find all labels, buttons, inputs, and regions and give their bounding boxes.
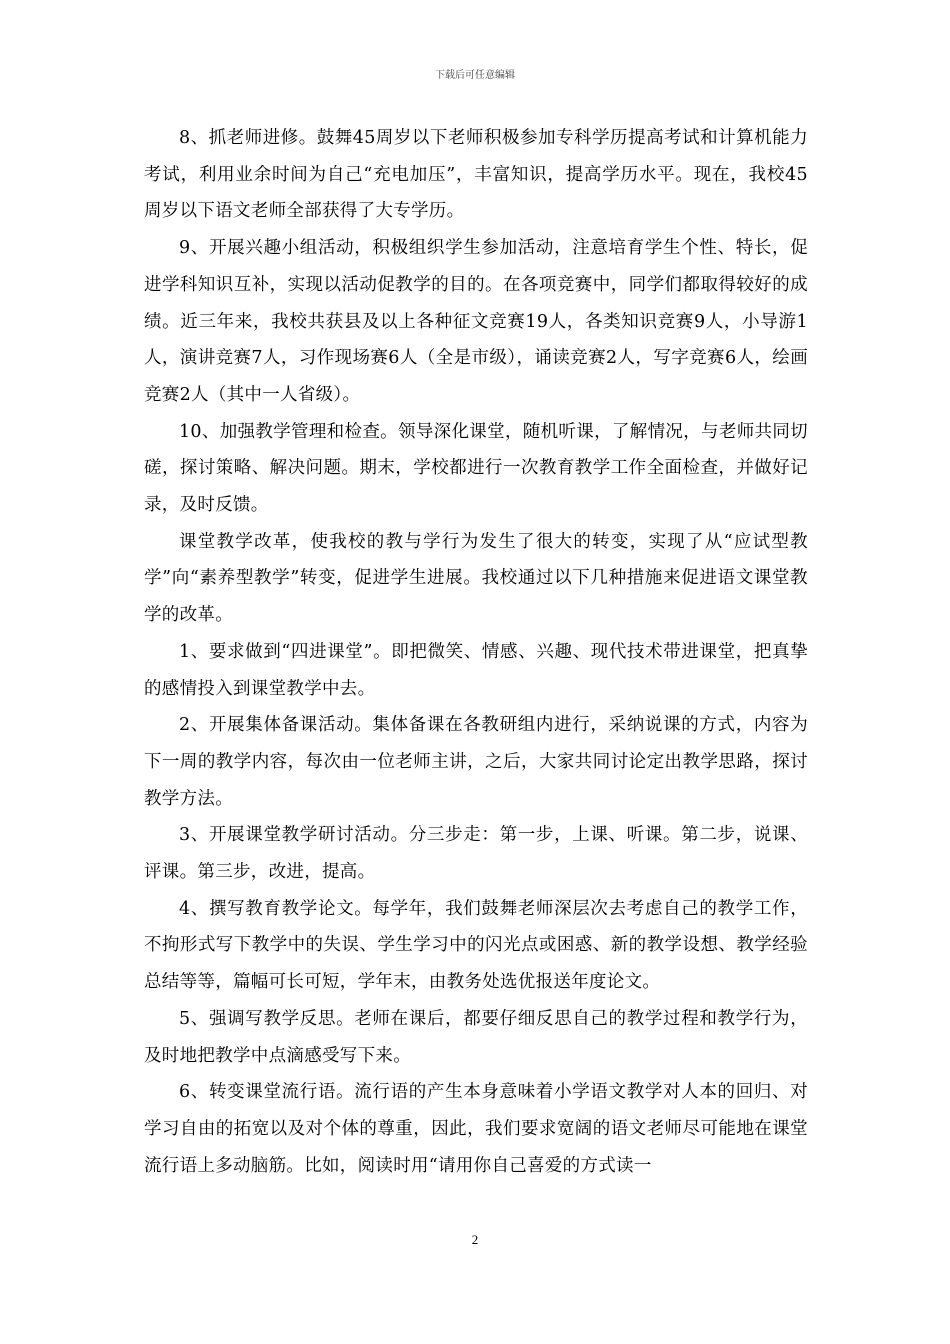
paragraph-measure-3: 3、开展课堂教学研讨活动。分三步走：第一步，上课、听课。第二步，说课、评课。第三步，改进，提高。 <box>144 825 808 883</box>
paragraph-item-10: 10、加强教学管理和检查。领导深化课堂，随机听课，了解情况，与老师共同切磋，探讨策略、解决问题。期末，学校都进行一次教育教学工作全面检查，并做好记录，及时反馈。 <box>144 421 808 516</box>
paragraph-item-9: 9、开展兴趣小组活动，积极组织学生参加活动，注意培育学生个性、特长，促进学科知识互补，实现以活动促教学的目的。在各项竞赛中，同学们都取得较好的成绩。近三年来，我校共获县及以上各种征文竞赛19人，各类知识竞赛9人，小导游1人，演讲竞赛7人，习作现场赛6人（全是市级），诵读竞赛2人，写字竞赛6人，绘画竞赛2人（其中一人省级）。 <box>144 238 808 405</box>
paragraph-classroom-reform: 课堂教学改革，使我校的教与学行为发生了很大的转变，实现了从“应试型教学”向“素养型教学”转变，促进学生进展。我校通过以下几种措施来促进语文课堂教学的改革。 <box>144 531 808 626</box>
paragraph-measure-5: 5、强调写教学反思。老师在课后，都要仔细反思自己的教学过程和教学行为，及时地把教学中点滴感受写下来。 <box>144 1008 808 1066</box>
paragraph-item-8: 8、抓老师进修。鼓舞45周岁以下老师积极参加专科学历提高考试和计算机能力考试，利用业余时间为自己“充电加压”，丰富知识，提高学历水平。现在，我校45周岁以下语文老师全部获得了大专学历。 <box>144 128 808 222</box>
paragraph-measure-4: 4、撰写教育教学论文。每学年，我们鼓舞老师深层次去考虑自己的教学工作，不拘形式写下教学中的失误、学生学习中的闪光点或困惑、新的教学设想、教学经验总结等等，篇幅可长可短，学年末，由教务处选优报送年度论文。 <box>144 898 808 993</box>
page-number: 2 <box>471 1232 479 1247</box>
paragraph-measure-2: 2、开展集体备课活动。集体备课在各教研组内进行，采纳说课的方式，内容为下一周的教学内容，每次由一位老师主讲，之后，大家共同讨论定出教学思路，探讨教学方法。 <box>144 715 808 809</box>
paragraph-measure-1: 1、要求做到“四进课堂”。即把微笑、情感、兴趣、现代技术带进课堂，把真挚的感情投入到课堂教学中去。 <box>144 641 808 699</box>
page-header: 下载后可任意编辑 <box>435 70 515 81</box>
document-body <box>144 120 808 1184</box>
paragraph-measure-6: 6、转变课堂流行语。流行语的产生本身意味着小学语文教学对人本的回归、对学习自由的拓宽以及对个体的尊重，因此，我们要求宽阔的语文老师尽可能地在课堂流行语上多动脑筋。比如，阅读时用“请用你自己喜爱的方式读一 <box>144 1082 808 1176</box>
